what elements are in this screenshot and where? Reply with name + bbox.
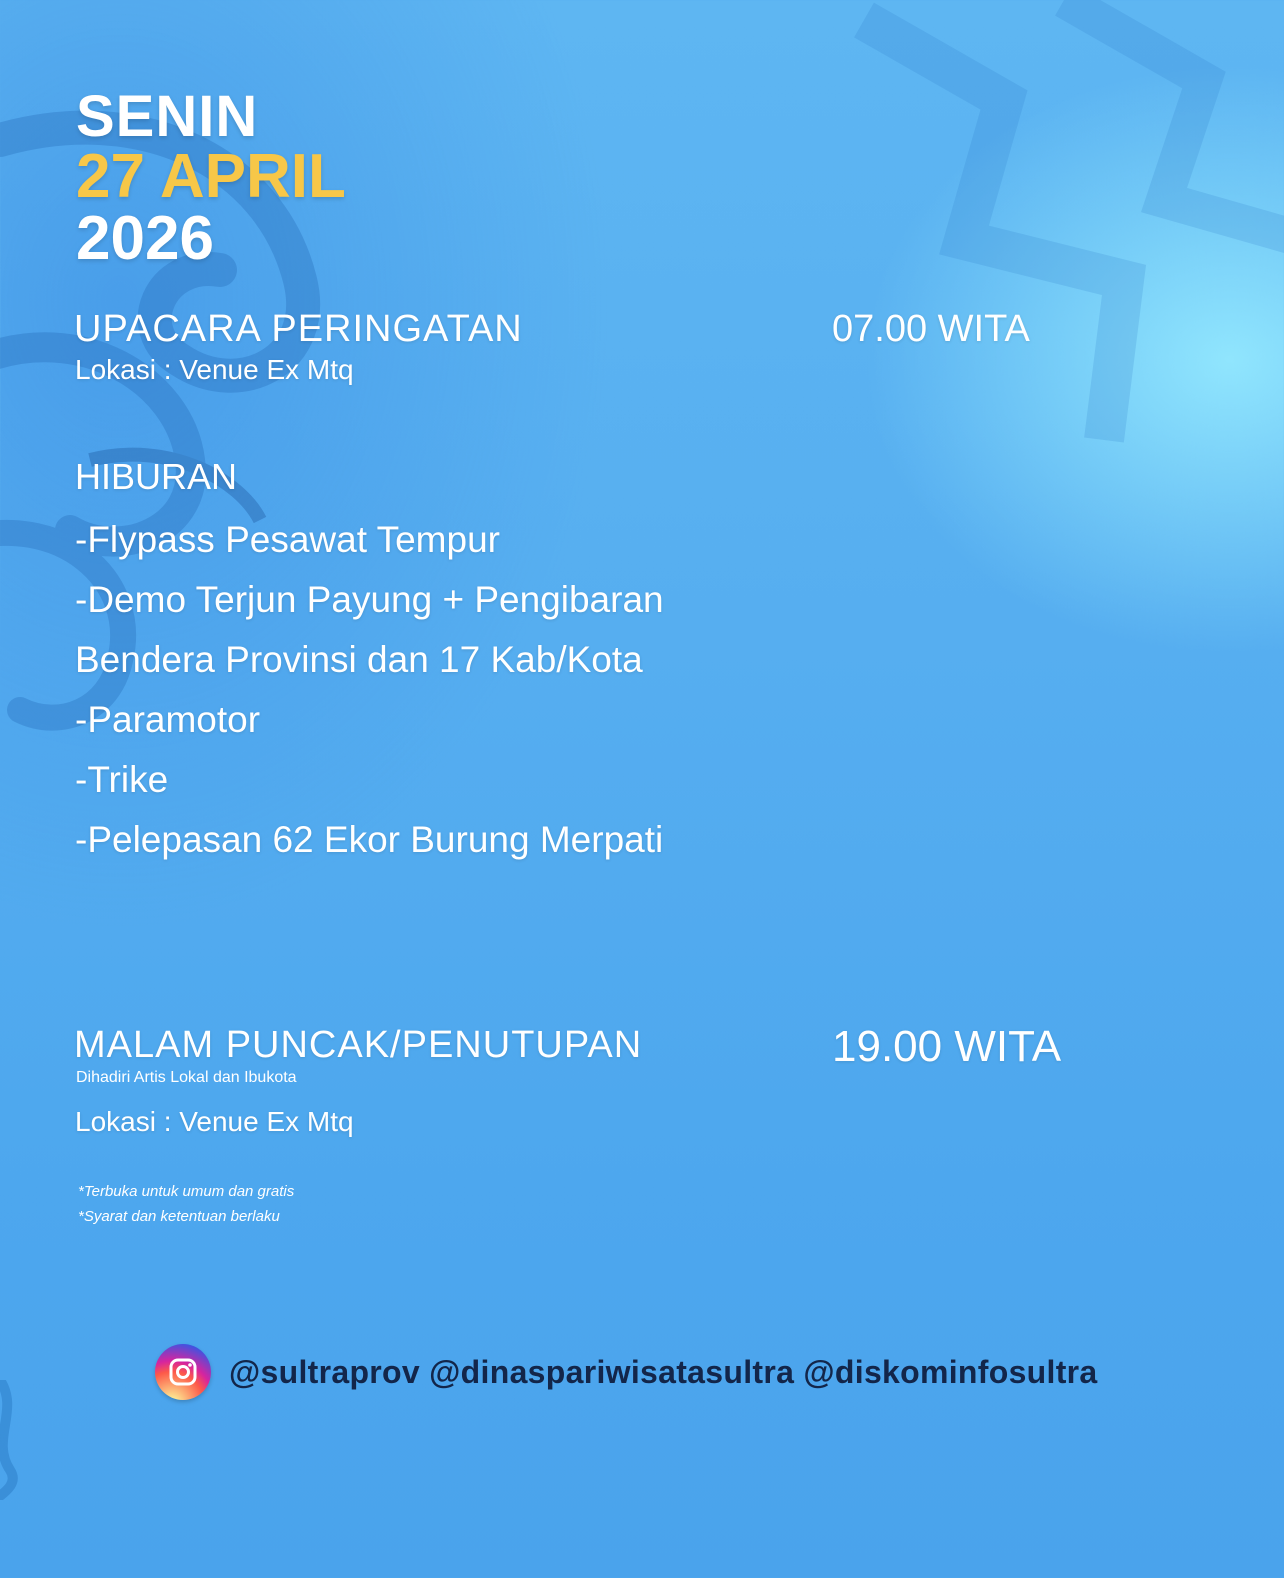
year-label: 2026 — [76, 204, 214, 273]
event2-title: MALAM PUNCAK/PENUTUPAN — [74, 1024, 643, 1066]
social-handles[interactable]: @sultraprov @dinaspariwisatasultra @diskominfosultra — [229, 1353, 1098, 1390]
list-item: -Demo Terjun Payung + Pengibaran — [75, 579, 664, 620]
list-item: -Trike — [75, 759, 169, 800]
entertainment-list — [75, 510, 664, 870]
date-header — [76, 84, 346, 273]
entertainment-title: HIBURAN — [75, 456, 238, 497]
notes — [78, 1179, 294, 1229]
event1-time: 07.00 WITA — [832, 308, 1030, 350]
ornament-right-decoration — [804, 0, 1284, 580]
list-item: -Flypass Pesawat Tempur — [75, 519, 500, 560]
ornament-bottom-decoration — [0, 1380, 30, 1500]
note-terms: *Syarat dan ketentuan berlaku — [78, 1208, 280, 1225]
event2-subtitle: Dihadiri Artis Lokal dan Ibukota — [76, 1069, 297, 1086]
event2-location: Lokasi : Venue Ex Mtq — [75, 1106, 354, 1137]
note-free: *Terbuka untuk umum dan gratis — [78, 1183, 295, 1200]
date-label: 27 APRIL — [76, 142, 346, 211]
event1-location: Lokasi : Venue Ex Mtq — [75, 354, 354, 385]
list-item: Bendera Provinsi dan 17 Kab/Kota — [75, 639, 643, 680]
list-item: -Paramotor — [75, 699, 261, 740]
instagram-icon[interactable] — [155, 1344, 211, 1400]
event2-time: 19.00 WITA — [832, 1022, 1062, 1071]
list-item: -Pelepasan 62 Ekor Burung Merpati — [75, 819, 664, 860]
day-label: SENIN — [76, 84, 259, 149]
event1-title: UPACARA PERINGATAN — [74, 308, 523, 350]
social-bar — [155, 1344, 1098, 1400]
